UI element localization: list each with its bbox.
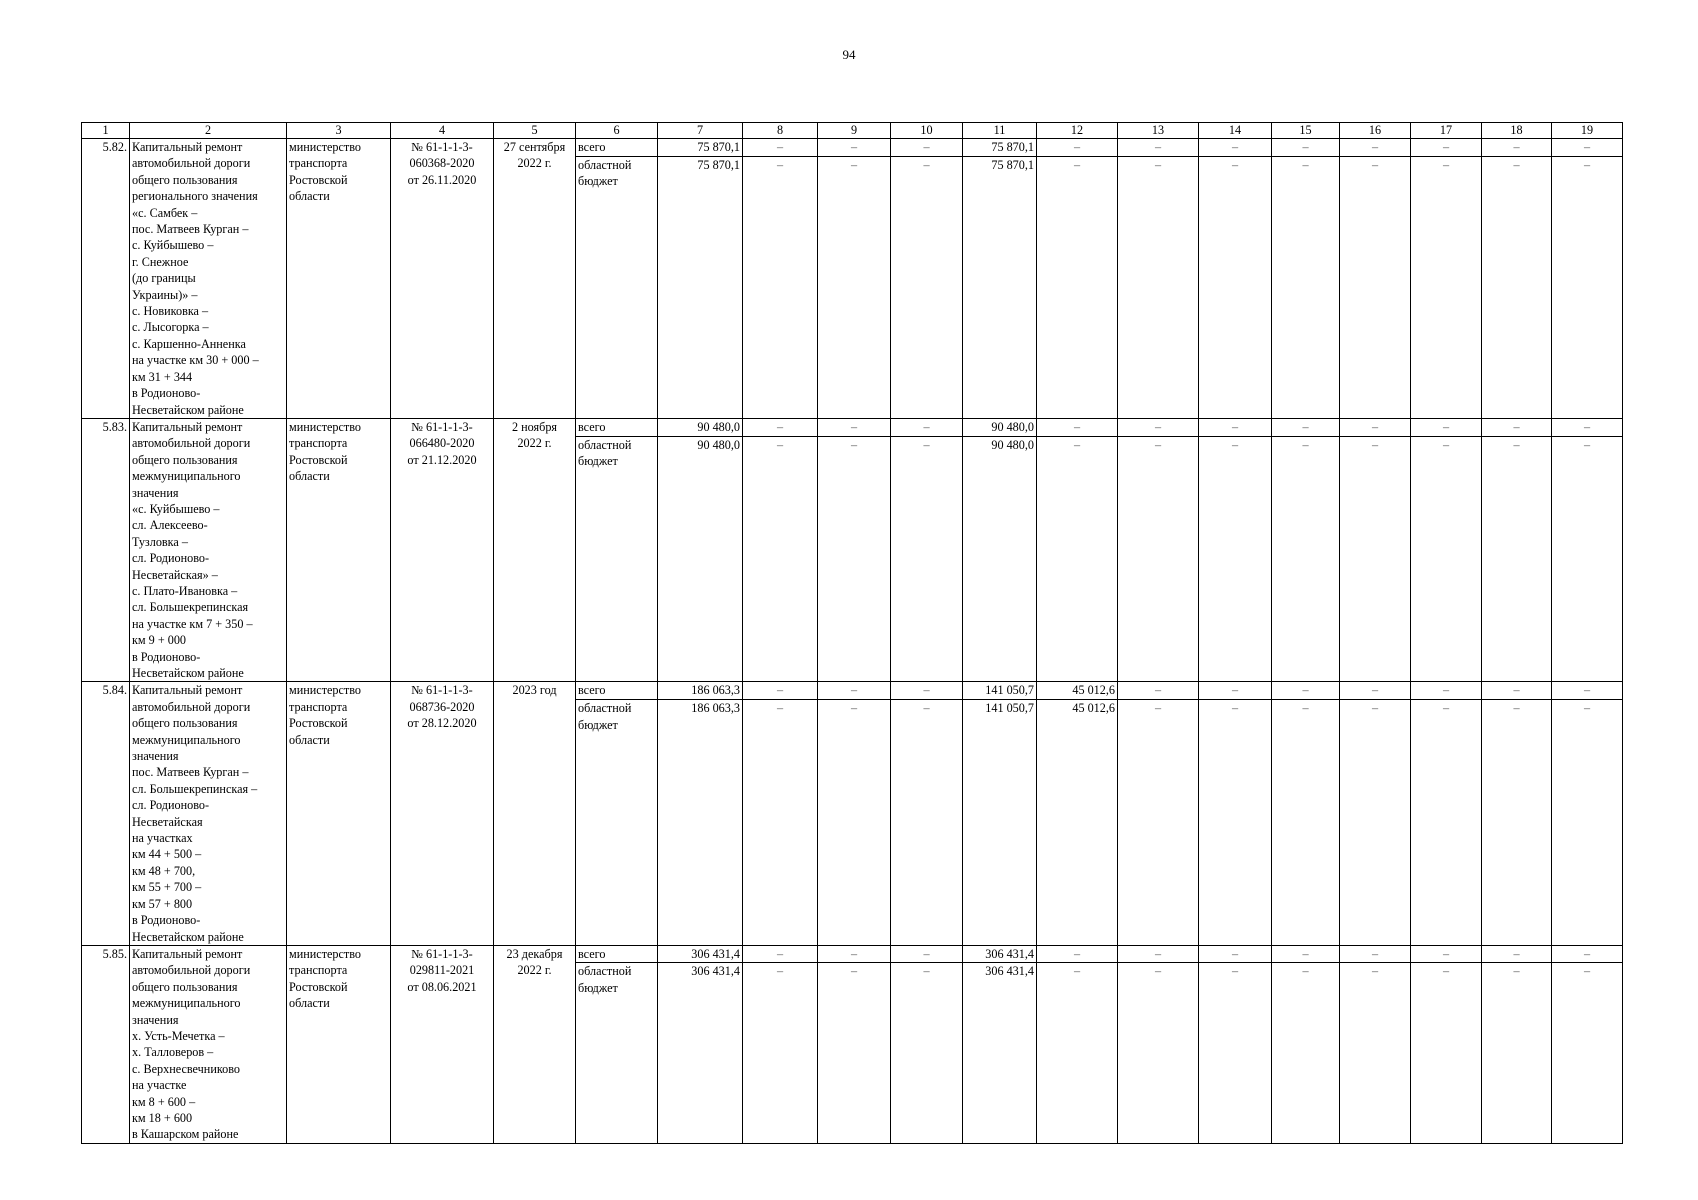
amount-cell: – — [1340, 945, 1411, 962]
amount-cell: – — [1272, 700, 1340, 946]
amount-cell: 75 870,1 — [963, 139, 1037, 157]
page-number: 94 — [842, 47, 856, 62]
amount-cell: 75 870,1 — [658, 156, 743, 418]
table-row — [82, 418, 1623, 436]
amount-cell: – — [1199, 963, 1272, 1144]
amount-cell: 306 431,4 — [658, 963, 743, 1144]
funding-source-label: областной бюджет — [576, 156, 658, 418]
amount-cell: 90 480,0 — [963, 418, 1037, 436]
amount-cell: – — [1037, 156, 1118, 418]
amount-cell: – — [891, 139, 963, 157]
amount-cell: – — [743, 156, 818, 418]
completion-date: 27 сентября 2022 г. — [494, 139, 576, 419]
amount-cell: – — [1037, 963, 1118, 1144]
column-number-row — [82, 123, 1623, 139]
object-name: Капитальный ремонт автомобильной дороги общего пользования межмуниципального значения х. Усть-Мечетка – х. Талловеров – с. Верхнесвечниково на участке км 8 + 600 – км 18 + 600 в Кашарском районе — [130, 945, 287, 1143]
document-number: № 61-1-1-3- 060368-2020 от 26.11.2020 — [391, 139, 494, 419]
amount-cell: – — [818, 139, 891, 157]
amount-cell: 75 870,1 — [963, 156, 1037, 418]
amount-cell: 186 063,3 — [658, 700, 743, 946]
column-header: 1 — [82, 123, 130, 139]
row-number: 5.85. — [82, 945, 130, 1143]
amount-cell: – — [1552, 139, 1623, 157]
column-header: 8 — [743, 123, 818, 139]
amount-cell: – — [1118, 139, 1199, 157]
amount-cell: – — [1411, 945, 1482, 962]
object-name: Капитальный ремонт автомобильной дороги общего пользования межмуниципального значения пос. Матвеев Курган – сл. Большекрепинская – сл. Родионово- Несветайская на участках км 44 + 500 – км 48 + 700, км 55 + 700 – км 57 + 800 в Родионово- Несветайском районе — [130, 682, 287, 946]
amount-cell: – — [818, 156, 891, 418]
amount-cell: – — [1037, 945, 1118, 962]
amount-cell: – — [891, 945, 963, 962]
amount-cell: 306 431,4 — [963, 945, 1037, 962]
amount-cell: – — [743, 682, 818, 700]
amount-cell: – — [1411, 139, 1482, 157]
document-number: № 61-1-1-3- 029811-2021 от 08.06.2021 — [391, 945, 494, 1143]
amount-cell: 186 063,3 — [658, 682, 743, 700]
amount-cell: – — [1199, 436, 1272, 682]
amount-cell: 141 050,7 — [963, 700, 1037, 946]
amount-cell: 306 431,4 — [963, 963, 1037, 1144]
amount-cell: – — [1272, 156, 1340, 418]
amount-cell: 45 012,6 — [1037, 700, 1118, 946]
amount-cell: – — [1340, 700, 1411, 946]
column-header: 5 — [494, 123, 576, 139]
amount-cell: – — [1411, 682, 1482, 700]
amount-cell: – — [1482, 139, 1552, 157]
amount-cell: 90 480,0 — [963, 436, 1037, 682]
column-header: 19 — [1552, 123, 1623, 139]
amount-cell: – — [1482, 700, 1552, 946]
amount-cell: 90 480,0 — [658, 436, 743, 682]
amount-cell: 75 870,1 — [658, 139, 743, 157]
funding-source-label: областной бюджет — [576, 700, 658, 946]
document-number: № 61-1-1-3- 068736-2020 от 28.12.2020 — [391, 682, 494, 946]
amount-cell: – — [1411, 418, 1482, 436]
amount-cell: – — [743, 945, 818, 962]
row-number: 5.82. — [82, 139, 130, 419]
table-row — [82, 945, 1623, 962]
completion-date: 2 ноября 2022 г. — [494, 418, 576, 682]
object-name: Капитальный ремонт автомобильной дороги общего пользования межмуниципального значения «с. Куйбышево – сл. Алексеево- Тузловка – сл. Родионово- Несветайская» – с. Плато-Ивановка – сл. Большекрепинская на участке км 7 + 350 – км 9 + 000 в Родионово- Несветайском районе — [130, 418, 287, 682]
amount-cell: – — [891, 963, 963, 1144]
responsible-org: министерство транспорта Ростовской области — [287, 682, 391, 946]
amount-cell: – — [1199, 156, 1272, 418]
amount-cell: – — [1272, 418, 1340, 436]
table-body — [82, 139, 1623, 1144]
column-header: 10 — [891, 123, 963, 139]
amount-cell: – — [1272, 139, 1340, 157]
amount-cell: – — [1118, 436, 1199, 682]
amount-cell: – — [818, 418, 891, 436]
amount-cell: – — [1199, 700, 1272, 946]
amount-cell: – — [818, 963, 891, 1144]
amount-cell: – — [1272, 945, 1340, 962]
column-header: 13 — [1118, 123, 1199, 139]
amount-cell: – — [1037, 436, 1118, 682]
amount-cell: – — [743, 963, 818, 1144]
column-header: 2 — [130, 123, 287, 139]
responsible-org: министерство транспорта Ростовской области — [287, 418, 391, 682]
amount-cell: – — [1272, 963, 1340, 1144]
column-header: 14 — [1199, 123, 1272, 139]
amount-cell: – — [1552, 700, 1623, 946]
amount-cell: – — [1118, 682, 1199, 700]
amount-cell: – — [1482, 418, 1552, 436]
column-header: 7 — [658, 123, 743, 139]
amount-cell: – — [743, 436, 818, 682]
column-header: 12 — [1037, 123, 1118, 139]
completion-date: 23 декабря 2022 г. — [494, 945, 576, 1143]
column-header: 6 — [576, 123, 658, 139]
amount-cell: – — [1552, 945, 1623, 962]
amount-cell: – — [1340, 682, 1411, 700]
funding-source-label: областной бюджет — [576, 963, 658, 1144]
amount-cell: – — [1552, 436, 1623, 682]
funding-source-label: всего — [576, 682, 658, 700]
amount-cell: – — [891, 436, 963, 682]
amount-cell: – — [1199, 945, 1272, 962]
amount-cell: – — [1340, 139, 1411, 157]
amount-cell: – — [1482, 436, 1552, 682]
column-header: 11 — [963, 123, 1037, 139]
column-header: 4 — [391, 123, 494, 139]
amount-cell: – — [891, 700, 963, 946]
amount-cell: – — [1272, 682, 1340, 700]
row-number: 5.84. — [82, 682, 130, 946]
column-header: 18 — [1482, 123, 1552, 139]
amount-cell: – — [1199, 682, 1272, 700]
amount-cell: – — [1552, 418, 1623, 436]
column-header: 3 — [287, 123, 391, 139]
table-row — [82, 682, 1623, 700]
amount-cell: – — [818, 700, 891, 946]
amount-cell: – — [891, 156, 963, 418]
completion-date: 2023 год — [494, 682, 576, 946]
amount-cell: – — [1482, 963, 1552, 1144]
amount-cell: – — [1340, 418, 1411, 436]
funding-source-label: всего — [576, 945, 658, 962]
funding-source-label: всего — [576, 418, 658, 436]
amount-cell: – — [818, 945, 891, 962]
amount-cell: – — [1037, 139, 1118, 157]
amount-cell: – — [1340, 156, 1411, 418]
amount-cell: – — [1482, 945, 1552, 962]
amount-cell: – — [1272, 436, 1340, 682]
column-header: 17 — [1411, 123, 1482, 139]
amount-cell: – — [1411, 156, 1482, 418]
amount-cell: – — [1340, 963, 1411, 1144]
amount-cell: – — [1552, 963, 1623, 1144]
amount-cell: – — [1482, 682, 1552, 700]
object-name: Капитальный ремонт автомобильной дороги общего пользования регионального значения «с. Самбек – пос. Матвеев Курган – с. Куйбышево – г. Снежное (до границы Украины)» – с. Новиковка – с. Лысогорка – с. Каршенно-Анненка на участке км 30 + 000 – км 31 + 344 в Родионово- Несветайском районе — [130, 139, 287, 419]
amount-cell: – — [1199, 418, 1272, 436]
amount-cell: – — [1118, 945, 1199, 962]
document-number: № 61-1-1-3- 066480-2020 от 21.12.2020 — [391, 418, 494, 682]
column-header: 15 — [1272, 123, 1340, 139]
funding-source-label: областной бюджет — [576, 436, 658, 682]
amount-cell: – — [1552, 682, 1623, 700]
amount-cell: – — [1118, 963, 1199, 1144]
amount-cell: – — [891, 418, 963, 436]
amount-cell: – — [743, 139, 818, 157]
amount-cell: – — [1118, 156, 1199, 418]
amount-cell: 306 431,4 — [658, 945, 743, 962]
amount-cell: – — [818, 682, 891, 700]
amount-cell: – — [1552, 156, 1623, 418]
column-header: 9 — [818, 123, 891, 139]
amount-cell: – — [1118, 418, 1199, 436]
amount-cell: – — [743, 700, 818, 946]
funding-source-label: всего — [576, 139, 658, 157]
amount-cell: – — [1037, 418, 1118, 436]
table-row — [82, 139, 1623, 157]
amount-cell: – — [1118, 700, 1199, 946]
amount-cell: – — [818, 436, 891, 682]
responsible-org: министерство транспорта Ростовской области — [287, 945, 391, 1143]
responsible-org: министерство транспорта Ростовской области — [287, 139, 391, 419]
column-header: 16 — [1340, 123, 1411, 139]
amount-cell: 45 012,6 — [1037, 682, 1118, 700]
row-number: 5.83. — [82, 418, 130, 682]
amount-cell: – — [1340, 436, 1411, 682]
amount-cell: – — [743, 418, 818, 436]
amount-cell: – — [891, 682, 963, 700]
amount-cell: – — [1482, 156, 1552, 418]
amount-cell: – — [1411, 963, 1482, 1144]
amount-cell: – — [1411, 436, 1482, 682]
amount-cell: 141 050,7 — [963, 682, 1037, 700]
amount-cell: – — [1199, 139, 1272, 157]
amount-cell: – — [1411, 700, 1482, 946]
amount-cell: 90 480,0 — [658, 418, 743, 436]
budget-table — [81, 122, 1623, 1144]
